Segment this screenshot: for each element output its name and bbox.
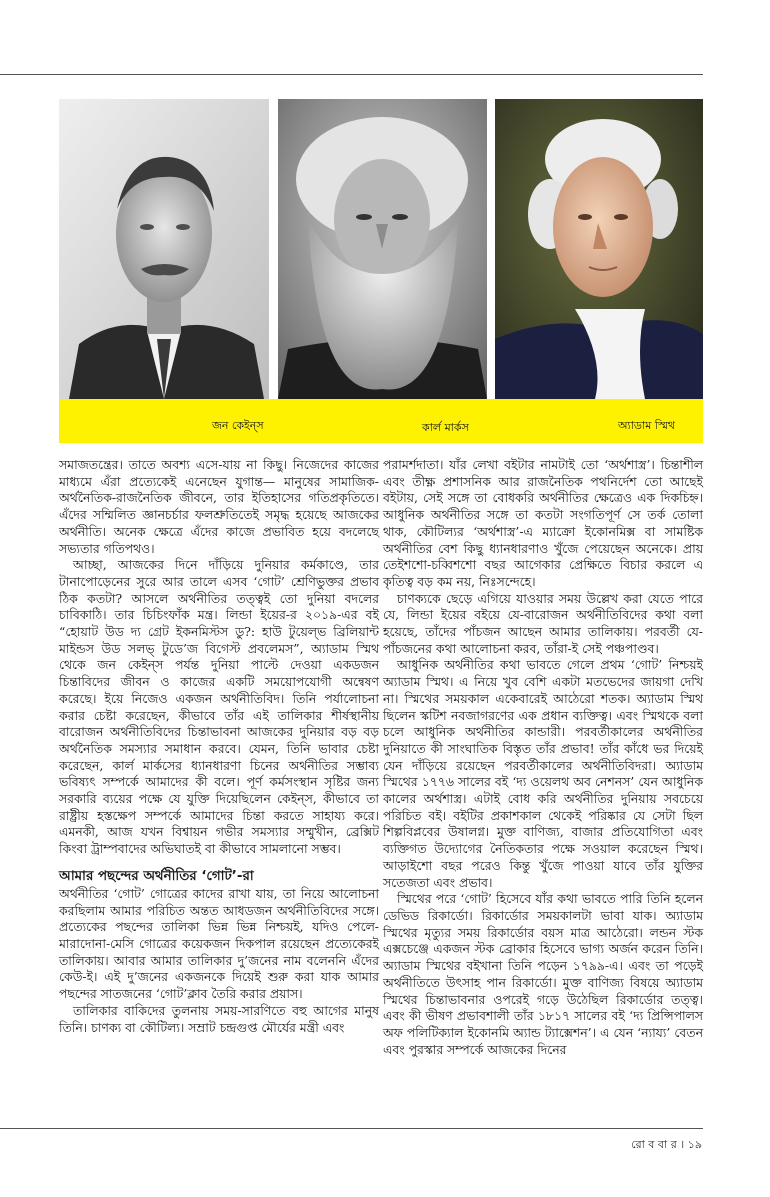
- keynes-portrait-image: [59, 99, 269, 399]
- caption-band: [59, 399, 703, 443]
- top-rule: [0, 74, 703, 75]
- left-paragraph-2: আচ্ছা, আজকের দিনে দাঁড়িয়ে দুনিয়ার কর্মকাণ্ডে, তার টানাপোড়েনের সুরে আর তালে এসব ‘গোট’ শ্রেণিভুক্তর প্রভাব ঠিক কতটা? আসলে অর্থনীতির তত্ত্বই তো দুনিয়া বদলের চাবিকাঠি। তার চিচিংফাঁক মন্ত্র। লিন্ডা ইয়ের-র ২০১৯-এর বই “হোয়াট উড দ্য গ্রেট ইকনমিস্টস ডু?: হাউ টুয়েল্‌ভ ব্রিলিয়ান্ট মাইন্ডস উড সলভ্‌ টুডে’জ বিগেস্ট প্রবলেমস”, অ্যাডাম স্মিথ থেকে জন কেইন্‌স পর্যন্ত দুনিয়া পাল্টে দেওয়া একডজন চিন্তাবিদের জীবন ও কাজের একটি সময়োপযোগী অন্বেষণ করেছে। ইয়ে নিজেও একজন অর্থনীতিবিদ। তিনি পর্যালোচনা করার চেষ্টা করেছেন, কীভাবে তাঁর এই তালিকার শীর্ষস্থানীয় বারোজন অর্থনীতিবিদের চিন্তাভাবনা আজকের দুনিয়ার বড় বড় অর্থনৈতিক সমস্যার সমাধান করবে। যেমন, তিনি ভাবার চেষ্টা করেছেন, কার্ল মার্কসের ধ্যানধারণা চিনের অর্থনীতির সম্ভাব্য ভবিষ্যৎ সম্পর্কে আমাদের কী বলে। পূর্ণ কর্মসংস্থান সৃষ্টির জন্য সরকারি ব্যয়ের পক্ষে যে যুক্তি দিয়েছিলেন কেইন্‌স, কীভাবে তা রাষ্ট্রীয় হস্তক্ষেপ সম্পর্কে আমাদের চিন্তা করতে সাহায্য করে। এমনকী, আজ যখন বিশ্বায়ন গভীর সমস্যার সম্মুখীন, ব্রেক্সিট কিংবা ট্রাম্পবাদের অভিঘাতই বা কীভাবে সামলানো সম্ভব।: [59, 557, 379, 857]
- left-paragraph-4: তালিকার বাকিদের তুলনায় সময়-সারণিতে বহু আগের মানুষ তিনি। চাণক্য বা কৌটিল্য। সম্রাট চন্দ্রগুপ্ত মৌর্যের মন্ত্রী এবং: [59, 1002, 379, 1035]
- left-column: [59, 457, 379, 1036]
- right-paragraph-4: স্মিথের পরে ‘গোট’ হিসেবে যাঁর কথা ভাবতে পারি তিনি হলেন ডেভিড রিকার্ডো। রিকার্ডোর সময়কালটা ভাবা যাক। অ্যাডাম স্মিথের মৃত্যুর সময় রিকার্ডোর বয়স মাত্র আঠেরো। লন্ডন স্টক এক্সচেঞ্জে একজন স্টক ব্রোকার হিসেবে ভাগ্য অর্জন করেন তিনি। অ্যাডাম স্মিথের বইখানা তিনি পড়েন ১৭৯৯-এ। এবং তা পড়েই অর্থনীতিতে উৎসাহ পান রিকার্ডো। মুক্ত বাণিজ্য বিষয়ে অ্যাডাম স্মিথের চিন্তাভাবনার ওপরেই গড়ে উঠেছিল রিকার্ডোর তত্ত্ব। এবং কী ভীষণ প্রভাবশালী তাঁর ১৮১৭ সালের বই ‘দ্য প্রিন্সিপালস অফ পলিটিক্যাল ইকোনমি অ্যান্ড ট্যাক্সেশন’। এ যেন ‘ন্যায্য’ বেতন এবং পুরস্কার সম্পর্কে আজকের দিনের: [383, 891, 703, 1057]
- right-paragraph-1: পরামর্শদাতা। যাঁর লেখা বইটার নামটাই তো ‘অর্থশাস্ত্র’। চিন্তাশীল এবং তীক্ষ্ণ প্রশাসনিক আর রাজনৈতিক পথনির্দেশ তো আছেই বইটায়, সেই সঙ্গে তা বোধকরি অর্থনীতির ক্ষেত্রেও এক দিকচিহ্ন। আধুনিক অর্থনীতির সঙ্গে তা কতটা সংগতিপূর্ণ সে তর্ক তোলা থাক, কৌটিল্যর ‘অর্থশাস্ত্র’-এ ম্যাক্রো ইকোনমিক্স বা সামষ্টিক অর্থনীতির বেশ কিছু ধ্যানধারণাও খুঁজে পেয়েছেন অনেকে। প্রায় তেইশশো-চব্বিশশো বছর আগেকার প্রেক্ষিতে বিচার করলে এ কৃতিত্ব বড় কম নয়, নিঃসন্দেহে।: [383, 457, 703, 589]
- page-folio: রো ব বা র । ১৯: [631, 1138, 702, 1151]
- left-paragraph-1: সমাজতন্ত্রের। তাতে অবশ্য এসে-যায় না কিছু। নিজেদের কাজের মাধ্যমে এঁরা প্রত্যেকেই এনেছেন যুগান্ত— মানুষের সামাজিক-অর্থনৈতিক-রাজনৈতিক জীবনে, তার ইতিহাসের গতিপ্রকৃতিতে। এঁদের সম্মিলিত জ্ঞানচর্চার ফলশ্রুতিতেই সমৃদ্ধ হয়েছে আজকের অর্থনীতি। অনেক ক্ষেত্রে এঁদের কাজে প্রভাবিত হয়ে বদলেছে সভ্যতার গতিপথও।: [59, 457, 379, 556]
- bottom-rule: [0, 1128, 703, 1129]
- marx-portrait-image: [278, 99, 487, 399]
- right-paragraph-2: চাণক্যকে ছেড়ে এগিয়ে যাওয়ার সময় উল্লেখ করা যেতে পারে যে, লিন্ডা ইয়ের বইয়ে যে-বারোজন অর্থনীতিবিদের কথা বলা হয়েছে, তাঁদের পাঁচজন আছেন আমার তালিকায়। পরবর্তী যে-পাঁচজনের কথা আলোচনা করব, তাঁরা-ই সেই পঞ্চপাণ্ডব।: [383, 590, 703, 656]
- caption-smith: অ্যাডাম স্মিথ: [618, 419, 676, 432]
- marx-portrait: [278, 99, 487, 399]
- section-heading: আমার পছন্দের অর্থনীতির ‘গোট’-রা: [59, 868, 254, 884]
- keynes-portrait: [59, 99, 269, 399]
- right-column: [383, 457, 703, 1058]
- smith-portrait: [495, 99, 703, 399]
- right-paragraph-3: আধুনিক অর্থনীতির কথা ভাবতে গেলে প্রথম ‘গোট’ নিশ্চয়ই অ্যাডাম স্মিথ। এ নিয়ে খুব বেশি একটা মতভেদের জায়গা দেখি না। স্মিথের সময়কাল একেবারেই আঠেরো শতক। অ্যাডাম স্মিথ ছিলেন স্কটিশ নবজাগরণের এক প্রধান ব্যক্তিত্ব। এবং স্মিথকে বলা চলে আধুনিক অর্থনীতির কান্ডারী। পরবর্তীকালের অর্থনীতির দুনিয়াতে কী সাংঘাতিক বিস্তৃত তাঁর প্রভাব! তাঁর কাঁধে ভর দিয়েই যেন দাঁড়িয়ে রয়েছেন পরবর্তীকালের অর্থনীতিবিদরা। অ্যাডাম স্মিথের ১৭৭৬ সালের বই ‘দ্য ওয়েলথ অব নেশনস’ যেন আধুনিক কালের অর্থশাস্ত্র। এটাই বোধ করি অর্থনীতির দুনিয়ায় সবচেয়ে পরিচিত বই। বইটির প্রকাশকাল থেকেই পরিষ্কার যে সেটা ছিল শিল্পবিপ্লবের উষালগ্ন। মুক্ত বাণিজ্য, বাজার প্রতিযোগিতা এবং ব্যক্তিগত উদ্যোগের নৈতিকতার পক্ষে সওয়াল করেছেন স্মিথ। আড়াইশো বছর পরেও কিন্তু খুঁজে পাওয়া যাবে তাঁর যুক্তির সতেজতা এবং প্রভাব।: [383, 657, 703, 890]
- caption-keynes: জন কেইন্‌স: [212, 419, 264, 432]
- portrait-strip: [59, 99, 703, 399]
- caption-marx: কার্ল মার্কস: [422, 421, 469, 434]
- left-paragraph-3: অর্থনীতির ‘গোট’ গোত্রের কাদের রাখা যায়, তা নিয়ে আলোচনা করছিলাম আমার পরিচিত অন্তত আধডজন অর্থনীতিবিদের সঙ্গে। প্রত্যেকের পছন্দের তালিকা ভিন্ন ভিন্ন নিশ্চয়ই, যদিও পেলে-মারাদোনা-মেসি গোত্রের কয়েকজন দিকপাল রয়েছেন প্রত্যেকেরই তালিকায়। আবার আমার তালিকার দু’জনের নাম বলেননি এঁদের কেউ-ই। এই দু’জনের একজনকে দিয়েই শুরু করা যাক আমার পছন্দের সাতজনের ‘গোট’ক্লাব তৈরি করার প্রয়াস।: [59, 885, 379, 1002]
- smith-portrait-image: [495, 99, 703, 399]
